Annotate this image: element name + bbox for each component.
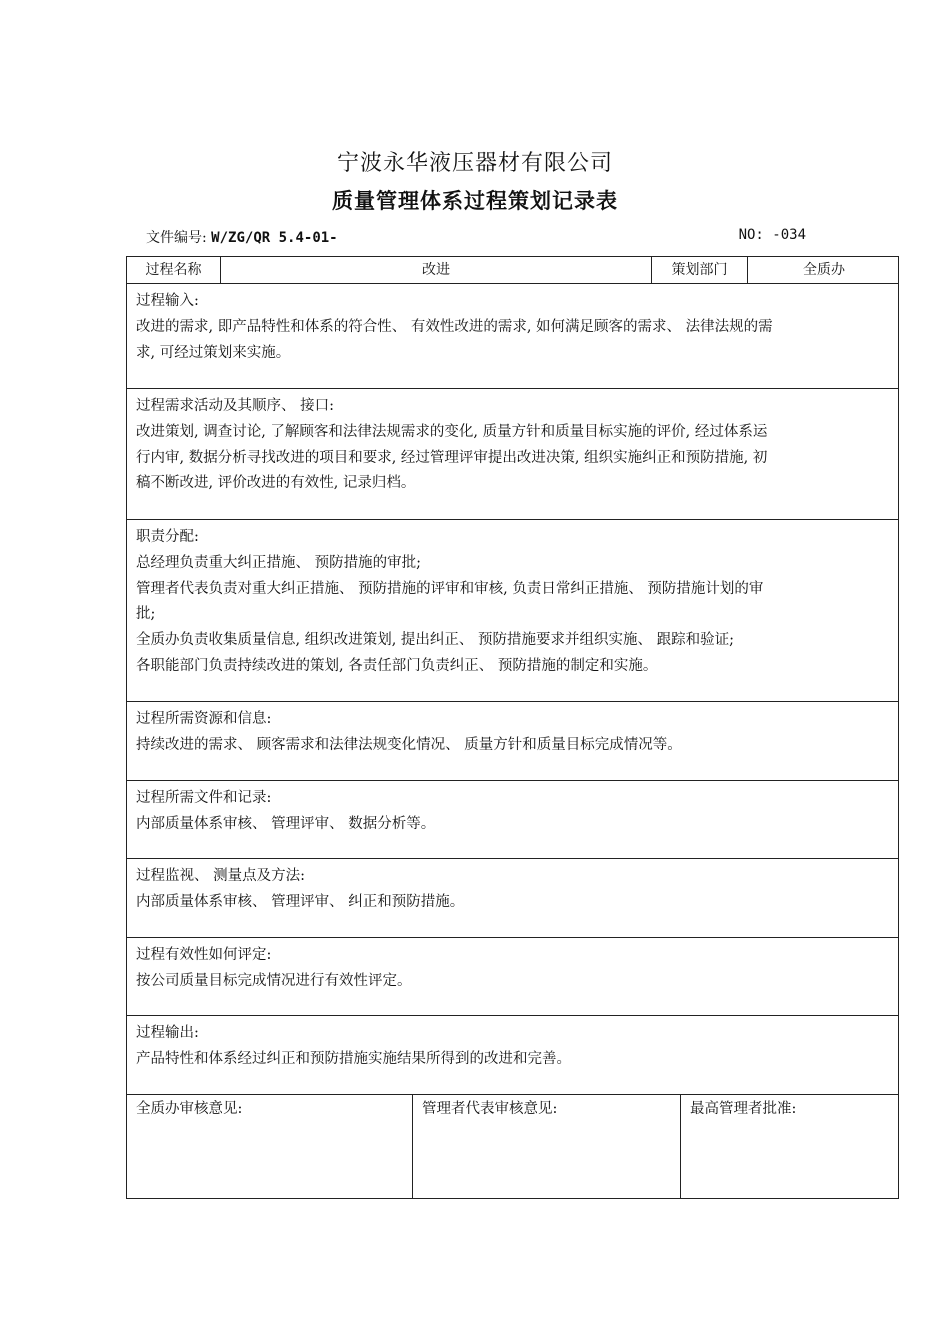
section-line: 管理者代表负责对重大纠正措施、 预防措施的评审和审核, 负责日常纠正措施、 预防措施计划的审 <box>136 580 764 597</box>
signoff-row <box>127 1095 898 1199</box>
section-title: 过程需求活动及其顺序、 接口: <box>136 398 334 414</box>
section-activities <box>127 389 898 520</box>
process-name-label: 过程名称 <box>127 257 221 283</box>
document-info-line <box>146 227 806 247</box>
section-title: 过程输出: <box>136 1025 199 1041</box>
quality-office-opinion-label: 全质办审核意见: <box>136 1101 243 1117</box>
section-process-input <box>127 284 898 389</box>
doc-number-label: 文件编号: <box>146 230 207 246</box>
section-title: 过程有效性如何评定: <box>136 947 272 963</box>
section-documents <box>127 781 898 859</box>
section-line: 各职能部门负责持续改进的策划, 各责任部门负责纠正、 预防措施的制定和实施。 <box>136 657 658 674</box>
section-title: 职责分配: <box>136 529 199 545</box>
table-header-row <box>127 257 898 284</box>
section-line: 改进策划, 调查讨论, 了解顾客和法律法规需求的变化, 质量方针和质量目标实施的评价, 经过体系运 <box>136 423 768 440</box>
process-planning-table <box>126 256 899 1199</box>
section-line: 批; <box>136 606 156 623</box>
doc-number-value: W/ZG/QR 5.4-01- <box>211 230 338 246</box>
section-line: 总经理负责重大纠正措施、 预防措施的审批; <box>136 554 421 571</box>
planning-dept-value: 全质办 <box>803 262 845 278</box>
top-mgmt-approval-label: 最高管理者批准: <box>690 1101 797 1117</box>
section-line: 全质办负责收集质量信息, 组织改进策划, 提出纠正、 预防措施要求并组织实施、 跟踪和验证; <box>136 632 735 649</box>
section-title: 过程所需资源和信息: <box>136 711 272 727</box>
planning-dept-label: 策划部门 <box>652 257 748 283</box>
section-title: 过程输入: <box>136 293 199 309</box>
section-line: 内部质量体系审核、 管理评审、 纠正和预防措施。 <box>136 893 465 910</box>
section-resources <box>127 702 898 781</box>
section-output <box>127 1016 898 1095</box>
serial-number: NO: -034 <box>738 227 806 243</box>
section-line: 产品特性和体系经过纠正和预防措施实施结果所得到的改进和完善。 <box>136 1050 571 1067</box>
form-title: 质量管理体系过程策划记录表 <box>332 189 618 213</box>
section-title: 过程监视、 测量点及方法: <box>136 868 305 884</box>
section-responsibilities <box>127 520 898 702</box>
section-monitoring <box>127 859 898 938</box>
section-line: 改进的需求, 即产品特性和体系的符合性、 有效性改进的需求, 如何满足顾客的需求、 法律法规的需 <box>136 318 773 335</box>
section-line: 稿不断改进, 评价改进的有效性, 记录归档。 <box>136 475 416 492</box>
quality-office-opinion <box>127 1095 413 1199</box>
section-line: 内部质量体系审核、 管理评审、 数据分析等。 <box>136 815 436 832</box>
section-effectiveness <box>127 938 898 1016</box>
section-line: 求, 可经过策划来实施。 <box>136 344 291 361</box>
section-line: 按公司质量目标完成情况进行有效性评定。 <box>136 972 412 989</box>
mgmt-rep-opinion <box>413 1095 681 1199</box>
section-title: 过程所需文件和记录: <box>136 790 272 806</box>
company-name: 宁波永华液压器材有限公司 <box>336 151 613 176</box>
top-mgmt-approval <box>681 1095 900 1199</box>
section-line: 持续改进的需求、 顾客需求和法律法规变化情况、 质量方针和质量目标完成情况等。 <box>136 736 682 753</box>
doc-number <box>146 227 338 247</box>
process-name-value: 改进 <box>221 257 652 283</box>
section-line: 行内审, 数据分析寻找改进的项目和要求, 经过管理评审提出改进决策, 组织实施纠正和预防措施, 初 <box>136 449 768 466</box>
mgmt-rep-opinion-label: 管理者代表审核意见: <box>422 1101 558 1117</box>
